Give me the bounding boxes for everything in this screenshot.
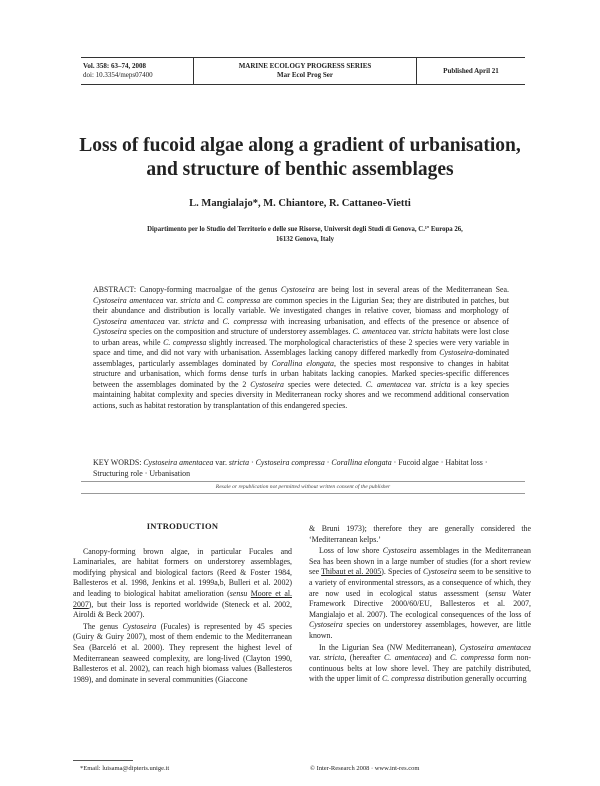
keyword: Corallina elongata bbox=[331, 458, 392, 467]
footnote-divider bbox=[73, 760, 133, 761]
body-text: ), but their loss is reported worldwide (Steneck et al. 2002, Airoldi & Beck 2007). bbox=[73, 599, 292, 620]
abstract-text: and bbox=[200, 295, 217, 305]
species-name: C. compressa bbox=[222, 316, 267, 326]
paper-title bbox=[40, 134, 560, 182]
notice-divider bbox=[81, 493, 525, 494]
abstract-text: species were detected. bbox=[283, 379, 366, 389]
species-name: stricta bbox=[412, 327, 433, 337]
body-text: In the Ligurian Sea (NW Mediterranean), bbox=[319, 642, 460, 652]
body-text: Loss of low shore bbox=[319, 546, 383, 556]
species-name: C. compressa bbox=[163, 337, 207, 347]
abstract-text: and bbox=[203, 316, 223, 326]
notice-divider bbox=[81, 481, 525, 482]
body-italic: C. compressa bbox=[449, 653, 495, 663]
intro-paragraph-1 bbox=[73, 547, 292, 621]
abstract bbox=[93, 285, 509, 412]
right-paragraph-1 bbox=[309, 546, 531, 641]
keyword: Cystoseira compressa bbox=[255, 458, 325, 467]
body-text: The genus bbox=[83, 621, 123, 631]
right-column bbox=[309, 524, 531, 686]
abstract-text: var. bbox=[164, 316, 184, 326]
header-journal-block bbox=[193, 58, 417, 84]
body-italic: sensu bbox=[229, 588, 248, 598]
abstract-text: var. bbox=[163, 295, 181, 305]
abstract-text: var. bbox=[396, 327, 413, 337]
species-name: Cystoseira bbox=[93, 327, 127, 337]
right-paragraph-0: & Bruni 1973); therefore they are generally considered the ‘Mediterranean kelps.’ bbox=[309, 524, 531, 544]
publication-date: Published April 21 bbox=[443, 67, 499, 75]
keyword-separator: · bbox=[324, 458, 332, 467]
body-italic: C. compressa bbox=[381, 674, 425, 684]
intro-paragraph-2 bbox=[73, 622, 292, 686]
abstract-text: species on the composition and structure of understorey assemblages. bbox=[126, 327, 353, 337]
abstract-text: is a key species maintaining habitat complexity and species diversity in Mediterranean rocky shores and we recommend additional conservation actions, such as habitat restoration by transplantation of this endangered species. bbox=[93, 379, 509, 411]
abstract-text: , the species most responsive to changes in habitat structure and urbanisation, which forms dense turfs in urban habitats lacking canopies. Marked species-specific differences between the assemblages dominated by the 2 bbox=[93, 358, 509, 389]
body-text: ) and bbox=[428, 653, 450, 663]
species-name: Cystoseira amentacea bbox=[93, 295, 164, 305]
affiliation bbox=[100, 225, 510, 245]
section-heading-introduction: INTRODUCTION bbox=[146, 521, 219, 531]
abstract-text: are being lost in several areas of the Mediterranean Sea. bbox=[314, 285, 509, 294]
abstract-text: Canopy-forming macroalgae of the genus bbox=[139, 285, 281, 294]
species-name: Corallina elongata bbox=[271, 358, 334, 368]
body-italic: Cystoseira bbox=[422, 567, 457, 577]
species-name: Cystoseira bbox=[280, 285, 315, 294]
keywords bbox=[93, 458, 509, 479]
body-italic: stricta bbox=[324, 653, 345, 663]
abstract-label: ABSTRACT: bbox=[93, 285, 140, 294]
species-name: Cystoseira amentacea bbox=[93, 316, 165, 326]
authors: L. Mangialajo*, M. Chiantore, R. Cattaneo-Vietti bbox=[189, 198, 411, 209]
species-name: Cystoseira bbox=[439, 348, 474, 358]
body-italic: C. amentacea bbox=[383, 653, 429, 663]
title-line-2: and structure of benthic assemblages bbox=[146, 159, 454, 180]
keywords-label: KEY WORDS: bbox=[93, 458, 144, 467]
species-name: Cystoseira bbox=[250, 379, 284, 389]
species-name: stricta bbox=[430, 379, 451, 389]
right-paragraph-2 bbox=[309, 643, 531, 685]
body-italic: Cystoseira amentacea bbox=[459, 642, 531, 652]
reference-link[interactable]: Moore et al. 2007 bbox=[73, 588, 292, 609]
affiliation-line-2: 16132 Genova, Italy bbox=[276, 236, 334, 243]
body-text: var. bbox=[309, 653, 325, 663]
body-text: , (hereafter bbox=[344, 653, 384, 663]
body-text: ). Species of bbox=[381, 567, 423, 577]
doi[interactable]: doi: 10.3354/meps07400 bbox=[83, 71, 153, 79]
corresponding-email[interactable]: *Email: luisama@dipteris.unige.it bbox=[80, 765, 170, 772]
keyword-text: · Fucoid algae · Habitat loss · Structuring role · Urbanisation bbox=[93, 458, 488, 478]
body-text: (Fucales) is represented by 45 species (Guiry & Guiry 2007), most of them endemic to the Mediterranean Sea (Barceló et al. 2000). They represent the highest level of Mediterranean seaweed complexity, are long-lived (Clayton 1990, Ballesteros et al. 2002), can reach high biomass values (Ballesteros 1989), and dominate in several communities (Giaccone bbox=[73, 621, 293, 684]
body-italic: Cystoseira bbox=[382, 546, 417, 556]
abstract-text: -dominated assemblages, particularly assemblages dominated by bbox=[93, 348, 509, 368]
body-text: assemblages in the Mediterranean Sea has been shown in a large number of studies (for a short review see bbox=[309, 546, 531, 577]
species-name: C. amentacea bbox=[352, 327, 397, 337]
body-text: form non-continuous belts at low shore level. They are patchily distributed, with the upper limit of bbox=[309, 653, 532, 684]
left-column bbox=[73, 521, 292, 686]
species-name: stricta bbox=[183, 316, 204, 326]
abstract-text: var. bbox=[411, 379, 431, 389]
body-text: distribution generally occurring bbox=[424, 674, 527, 684]
species-name: C. amentacea bbox=[365, 379, 412, 389]
journal-header bbox=[81, 57, 525, 85]
keyword: stricta bbox=[228, 458, 250, 467]
body-italic: Cystoseira bbox=[122, 621, 157, 631]
body-text: species on understorey assemblages, however, are little known. bbox=[309, 620, 531, 640]
body-text: Canopy-forming brown algae, in particular Fucales and Laminariales, are habitat formers on understorey assemblages, modifying physical and biological factors (Reed & Foster 1984, Ballesteros et al. 1998, Jenkins et al. 1999a,b, Bulleri et al. 2002) and leading to biological habitat amelioration ( bbox=[73, 546, 292, 598]
abstract-text: are common species in the Ligurian Sea; they are distributed in patches, but their abundance and distribution is locally variable. We investigated changes in relative cover, biomass and morphology of bbox=[93, 295, 510, 316]
species-name: stricta bbox=[180, 295, 201, 305]
keyword: Cystoseira amentacea bbox=[143, 458, 214, 467]
header-volume-block bbox=[81, 58, 193, 84]
abstract-text: with increasing urbanisation, and effects of the presence or absence of bbox=[266, 316, 510, 326]
journal-abbreviation: Mar Ecol Prog Ser bbox=[277, 71, 333, 79]
keyword-separator: · bbox=[249, 458, 256, 467]
reference-link[interactable]: Thibaut et al. 2005 bbox=[321, 567, 382, 577]
body-text: seem to be sensitive to a variety of environmental stressors, as a consequence of which, they are now used in ecological status assessment ( bbox=[309, 567, 532, 598]
affiliation-line-1: Dipartimento per lo Studio del Territorio e delle sue Risorse, Universit degli Studi di Genova, C.¹º Europa 26, bbox=[147, 226, 463, 233]
body-italic: Cystoseira bbox=[309, 620, 343, 630]
title-line-1: Loss of fucoid algae along a gradient of urbanisation, bbox=[79, 135, 521, 156]
species-name: C. compressa bbox=[216, 295, 261, 305]
copyright: © Inter-Research 2008 · www.int-res.com bbox=[310, 765, 420, 772]
body-text: Water Framework Directive 2000/60/EU, Ballesteros et al. 2007, Mangialajo et al. 2007). The ecological consequences of the loss of bbox=[309, 588, 531, 619]
body-italic: sensu bbox=[488, 588, 506, 598]
journal-name: MARINE ECOLOGY PROGRESS SERIES bbox=[238, 62, 372, 70]
keyword-text: var. bbox=[213, 458, 229, 467]
abstract-text: slightly increased. The morphological characteristics of these 2 species were very variable in space and time, and did not vary with urbanisation. Assemblages lacking canopy differed markedly from bbox=[93, 337, 510, 358]
republication-notice: Resale or republication not permitted without written consent of the publisher bbox=[215, 484, 391, 490]
volume-info: Vol. 358: 63–74, 2008 bbox=[83, 62, 146, 70]
abstract-text: habitats were lost close to urban areas, while bbox=[93, 327, 509, 347]
